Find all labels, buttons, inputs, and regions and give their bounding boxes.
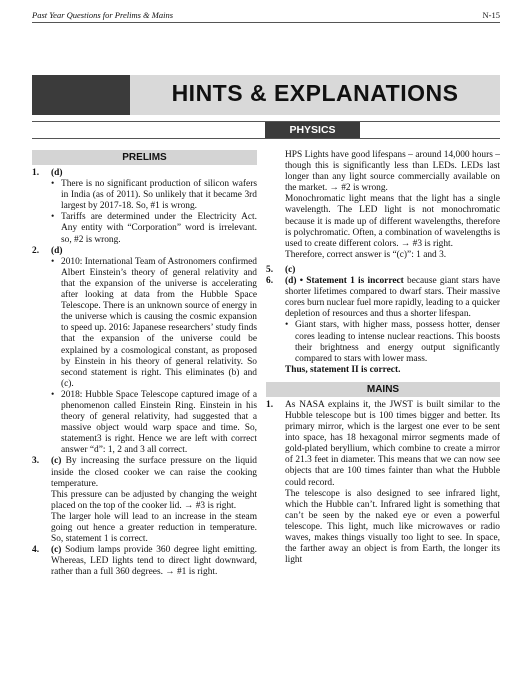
paragraph: Monochromatic light means that the light has a single wavelength. The LED light is not monochromatic because it is made up of different wavelengths, therefore is polychromatic. Often, a combination of wavelengths is used to create different colors. → #3 is right. [285,194,500,249]
page-header [32,10,500,20]
left-column [32,150,257,578]
paragraph: (d) • Statement 1 is incorrect because giant stars have shorter lifetimes compared to dwarf stars. Their massive cores burn nuclear fuel more rapidly, leading to a quicker depletion of resources and thus a shorter lifespan. [285,276,501,320]
answer: (d) [51,245,63,256]
header-rule [32,22,500,23]
title-band [32,75,500,115]
q-number: 1. [266,399,274,410]
prelims-q1 [32,168,257,246]
paragraph: This pressure can be adjusted by changing the weight placed on the top of the cooker lid. → #3 is right. [51,489,257,511]
subject-bar [32,121,500,139]
prelims-q6 [266,276,500,376]
title-band-dark-block [32,75,130,115]
bullet: • 2018: Hubble Space Telescope captured image of a phenomenon called Einstein Ring. Einstein in his theory of general relativity, had suggested that a massive object would warp space and time. So, statement3 is right. Hence we are left with correct answer “d”: 1, 2 and 3 all correct. [51,389,257,456]
q-number: 2. [32,245,40,256]
q-number: 4. [32,545,40,556]
paragraph: (c) Sodium lamps provide 360 degree light emitting. Whereas, LED lights tend to direct light downward, rather than a full 360 degrees. → #1 is right. [51,545,258,578]
page-title: HINTS & EXPLANATIONS [171,80,459,106]
prelims-heading: PRELIMS [32,150,257,165]
paragraph: The larger hole will lead to an increase in the steam going out hence a greater reduction in temperature. So, statement 1 is correct. [51,511,257,545]
q-number: 3. [32,456,40,467]
mains-heading: MAINS [266,382,500,397]
paragraph: Therefore, correct answer is “(c)”: 1 and 3. [285,249,447,260]
paragraph: HPS Lights have good lifespans – around 14,000 hours – though this is significantly less than LEDs. LEDs last longer than any light source commercially available on the market. → #2 is wrong. [285,150,500,194]
paragraph: (c) By increasing the surface pressure on the liquid inside the closed cooker we can raise the cooking temperature. [51,456,257,489]
mains-q1 [266,400,500,566]
bullet: • 2010: International Team of Astronomers confirmed Albert Einstein’s theory of general relativity and that the expansion of the universe is accelerating after looking at data from the Hubble Space Telescope. There is an unknown source of energy in the universe which is causing the cosmic expansion to speed up. 2016: Japanese researchers’ study finds that the expansion of the universe could be explained by a cosmological constant, as proposed by Einstein in his theory of general relativity. So second statement is right. This eliminates (b) and (c). [51,256,257,389]
prelims-q5 [266,265,500,276]
prelims-q3 [32,456,257,545]
q-number: 1. [32,168,40,178]
bullet: • Giant stars, with higher mass, possess hotter, denser cores leading to intense nuclear reactions. This boosts their brightness and energy output significantly compared to stars with lower mass. [285,320,500,364]
subject-label: PHYSICS [265,122,360,138]
conclusion: Thus, statement II is correct. [285,364,401,375]
right-column [266,150,500,566]
paragraph: The telescope is also designed to see infrared light, which the Hubble can’t. Infrared light is something that can’t be seen by the naked eye or even a powerful telescope. This light, much like microwaves or radio waves, makes things visually too light to see. In space, the farther away an object is from Earth, the longer its light [285,488,500,566]
prelims-q4 [32,545,257,578]
page-number: N-15 [482,10,500,20]
prelims-q2 [32,246,257,457]
answer: (d) [51,168,63,178]
q-number: 6. [266,276,274,287]
answer: (c) [285,264,296,275]
paragraph: As NASA explains it, the JWST is built similar to the Hubble telescope but is 100 times bigger and better. Its primary mirror, which is the largest one ever to be sent into space, has 18 hexagonal mirror segments made of gold-plated beryllium, which combine to create a mirror of 21.3 feet in diameter. This means that we can now see objects that are 100 times fainter than what the Hubble could record. [285,399,500,488]
q-number: 5. [266,264,274,275]
book-title: Past Year Questions for Prelims & Mains [32,10,174,20]
bullet: • Tariffs are determined under the Electricity Act. Any entity with “Corporation” word is irrelevant. so, #2 is wrong. [51,212,257,245]
bullet: • There is no significant production of silicon wafers in India (as of 2011). So unlikely that it became 3rd largest by 2017-18. So, #1 is wrong. [51,179,257,212]
